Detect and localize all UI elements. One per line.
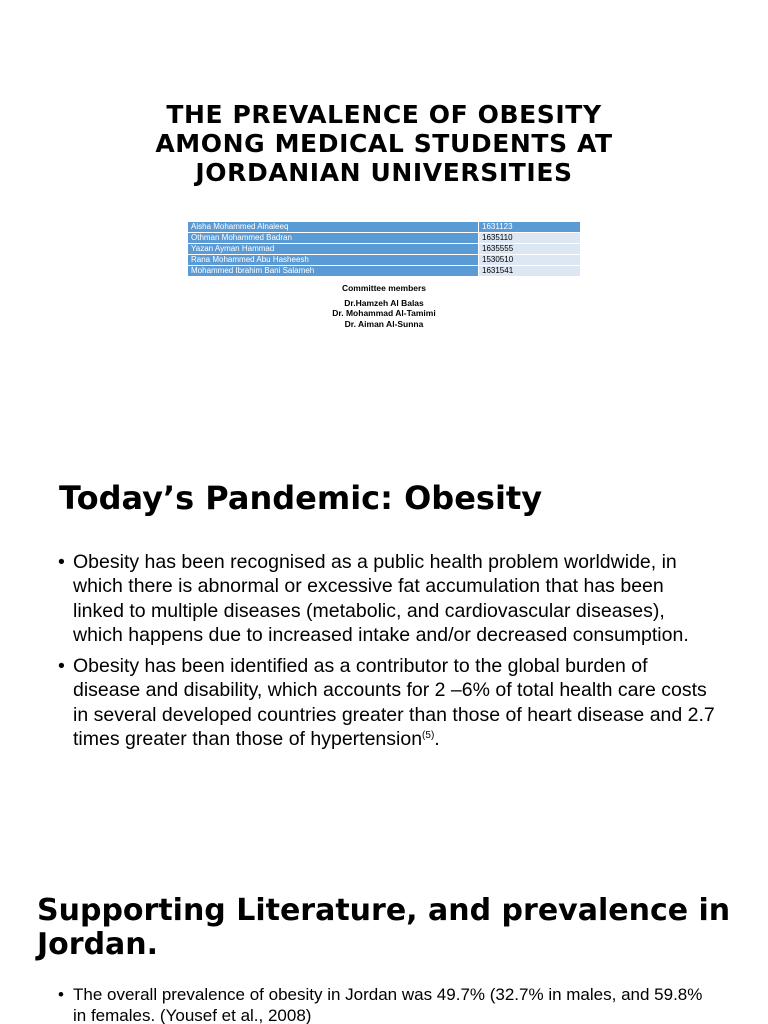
student-id: 1631123 bbox=[479, 222, 581, 233]
bullet-item bbox=[58, 984, 718, 1024]
title-slide bbox=[0, 0, 768, 420]
table-row bbox=[188, 244, 581, 255]
table-row bbox=[188, 222, 581, 233]
committee-block bbox=[234, 283, 534, 329]
student-name: Aisha Mohammed Alnaleeq bbox=[188, 222, 479, 233]
bullet-icon: • bbox=[58, 551, 65, 573]
student-table bbox=[187, 221, 581, 277]
presentation-title: THE PREVALENCE OF OBESITY AMONG MEDICAL STUDENTS AT JORDANIAN UNIVERSITIES bbox=[155, 100, 613, 187]
citation-ref: (5) bbox=[422, 730, 435, 742]
bullet-icon: • bbox=[58, 655, 65, 678]
bullet-text: The overall prevalence of obesity in Jordan was 49.7% (32.7% in males, and 59.8% in females. (Yousef et al., 2008) bbox=[73, 985, 703, 1024]
table-row bbox=[188, 233, 581, 244]
bullet-icon: • bbox=[58, 985, 64, 1004]
bullet-item bbox=[58, 654, 718, 751]
committee-member: Dr. Mohammad Al-Tamimi bbox=[332, 308, 436, 318]
student-name: Rana Mohammed Abu Hasheesh bbox=[188, 255, 479, 266]
slide-title: Supporting Literature, and prevalence in Jordan. bbox=[37, 893, 731, 962]
student-name: Mohammed Ibrahim Bani Salameh bbox=[188, 266, 479, 277]
slide-title: Today’s Pandemic: Obesity bbox=[59, 479, 543, 517]
student-id: 1635110 bbox=[479, 233, 581, 244]
committee-member: Dr.Hamzeh Al Balas bbox=[344, 297, 424, 308]
pandemic-slide bbox=[0, 432, 768, 852]
student-name: Yazan Ayman Hammad bbox=[188, 244, 479, 255]
student-id: 1530510 bbox=[479, 255, 581, 266]
bullet-text: Obesity has been identified as a contributor to the global burden of disease and disability, which accounts for 2 –6% of total health care costs in several developed countries greater than those of heart disease and 2.7 times greater than those of hypertension bbox=[73, 655, 715, 751]
bullet-item bbox=[58, 550, 718, 647]
committee-member: Dr. Aiman Al-Sunna bbox=[344, 318, 424, 329]
student-name: Othman Mohammed Badran bbox=[188, 233, 479, 244]
bullet-tail: . bbox=[434, 728, 440, 751]
bullet-list bbox=[58, 550, 718, 758]
table-row bbox=[188, 266, 581, 277]
table-row bbox=[188, 255, 581, 266]
committee-heading: Committee members bbox=[341, 283, 427, 293]
bullet-list bbox=[58, 984, 718, 1024]
bullet-text: Obesity has been recognised as a public health problem worldwide, in which there is abnormal or excessive fat accumulation that has been linked to multiple diseases (metabolic, and cardiovascular diseases), which happens due to increased intake and/or decreased consumption. bbox=[73, 551, 689, 646]
student-id: 1635555 bbox=[479, 244, 581, 255]
literature-slide bbox=[0, 864, 768, 1024]
student-id: 1631541 bbox=[479, 266, 581, 277]
